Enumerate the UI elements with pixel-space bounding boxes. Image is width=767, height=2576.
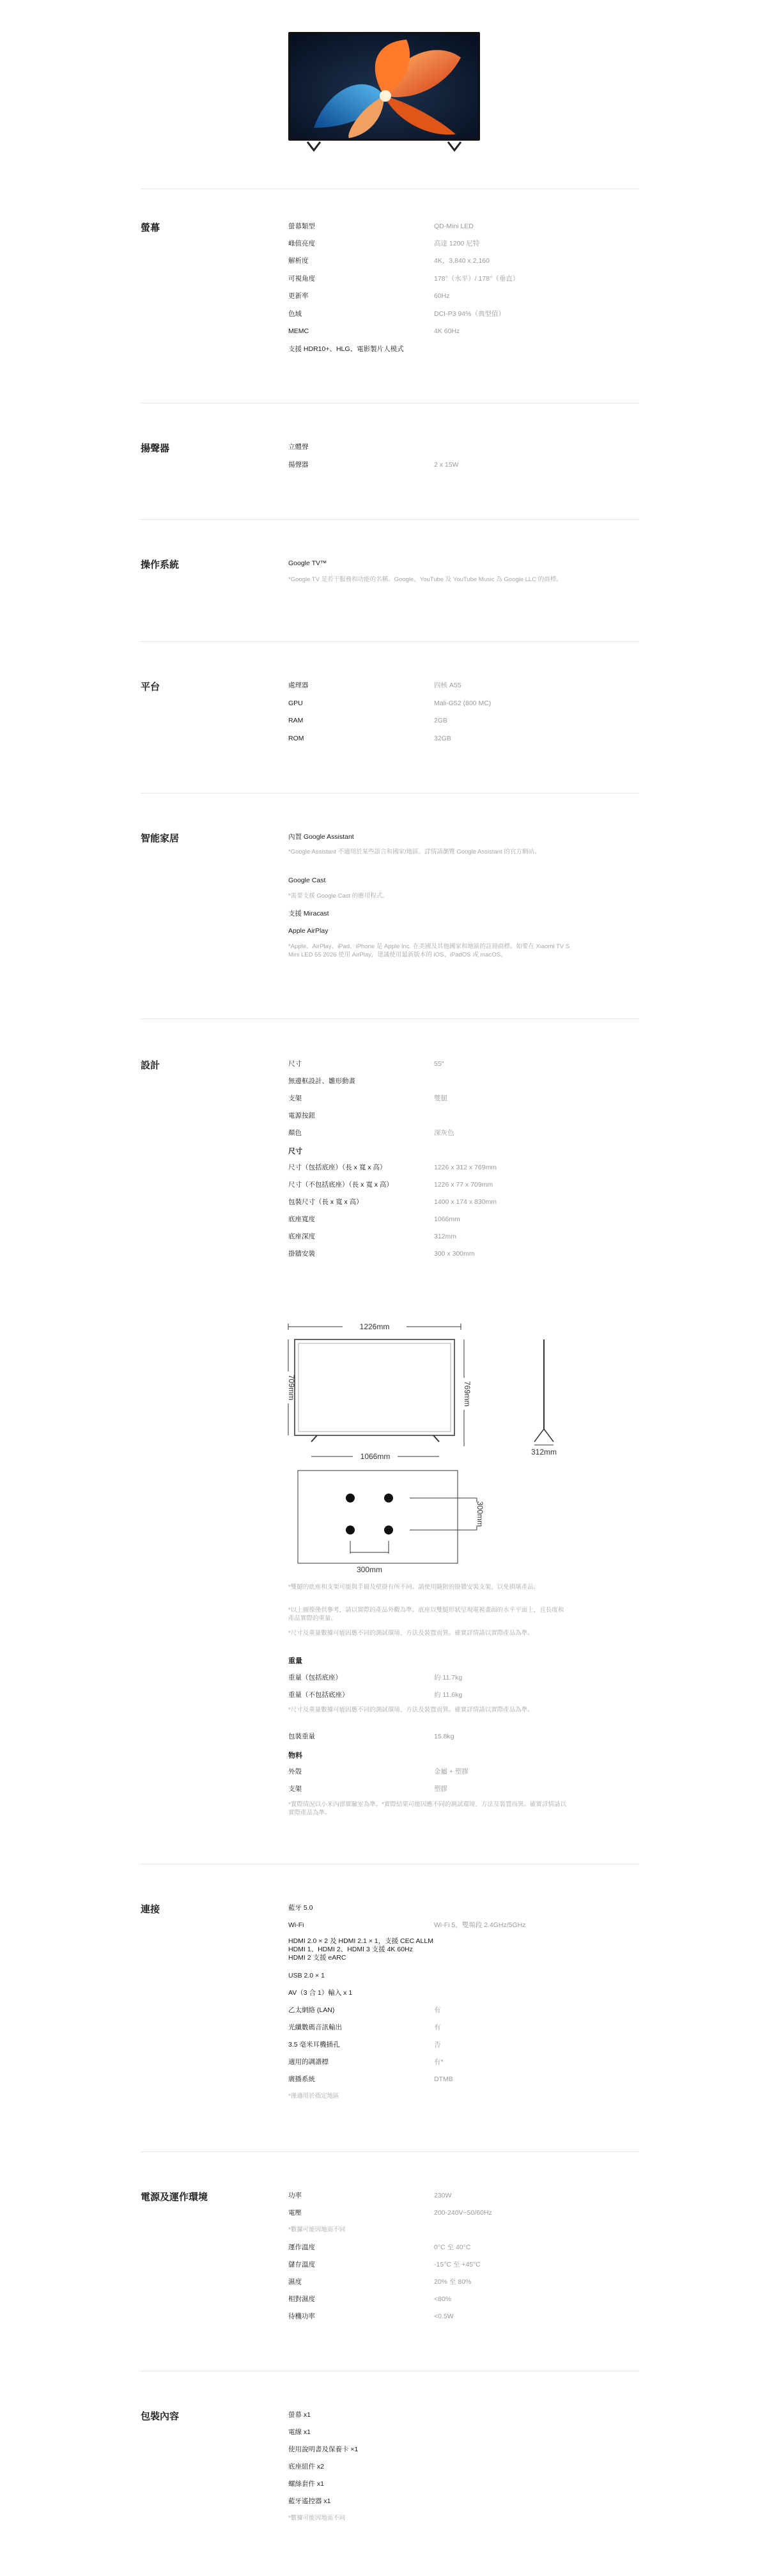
section-title-os: 操作系統 <box>141 559 180 570</box>
package-item: 藍牙遙控器 x1 <box>288 2497 331 2505</box>
power-note: *數據可能因地而不同 <box>288 2226 346 2233</box>
material-note: *實際情況以小米內部實驗室為準。*實際結果可能因應不同的測試環境、方法及裝置而異。確實詳情請以實際產品為準。 <box>288 1801 566 1816</box>
package-note: *數據可能因地而不同 <box>288 2515 346 2522</box>
subsection-title-material: 物料 <box>288 1752 302 1760</box>
total-height-label: 769mm <box>463 1380 472 1407</box>
smarthome-item: Google Cast <box>288 877 326 884</box>
section-title-power: 電源及運作環境 <box>141 2192 208 2203</box>
subsection-title-dimensions: 尺寸 <box>288 1148 302 1155</box>
section-title-connect: 連接 <box>141 1904 160 1915</box>
section-title-display: 螢幕 <box>141 222 160 233</box>
section-title-smarthome: 智能家居 <box>141 833 180 844</box>
vesa-horizontal-label: 300mm <box>356 1565 383 1574</box>
vesa-vertical-label: 300mm <box>476 1501 484 1527</box>
section-title-platform: 平台 <box>141 682 160 692</box>
weight-note: *尺寸及重量數據可能因應不同的測試環境、方法及裝置而異。確實詳情請以實際產品為準。 <box>288 1706 534 1713</box>
section-title-package: 包裝內容 <box>141 2411 180 2422</box>
smarthome-item: 支援 Miracast <box>288 910 329 917</box>
spec-page: 螢幕 螢幕類型 QD-Mini LED 峰值亮度 高達 1200 尼特 解析度 4K，3,840 x 2,160 可視角度 178°（水平）/ 178°（垂直） 更新率 60Hz 色域 DCI-P3 94%（典型值） MEMC 4K 60Hz 支援 HDR10+、HLG、電影製片人模式 揚聲器 立體聲 揚聲器 2 x 15W 操作系統 Google TV™ *Google TV 是若干服務和功能的名稱。Google、YouTube 及 YouTube Music 為 Google LLC 的商標。 平台 處理器 四核 A55 GPU Mali-G52 (800 MC) RAM 2GB ROM 32GB 智能家居 內置 Google Assistant *Google Assistant 不適用於某些語言和國家/地區。詳情請瀏覽 Google Assistant 的官方網站。 Google Cast *需要支援 Google Cast 的應用程式。 支援 Miracast Apple AirPlay *Apple、AirPlay、iPad、iPhone 是 Apple Inc. 在美國及其他國家和地區的註冊商標。如要在 Xiaomi TV S Mini LED 55 2026 使用 AirPlay，建議使用最新版本的 iOS、iPadOS 或 macOS。 設計 尺寸 55" 無邊框設計、雛形動畫 支架 雙腿 電源按鈕 顏色 深灰色 尺寸 尺寸（包括底座）（長 x 寬 x 高） 1226 x 312 x 769mm 尺寸（不包括底座）（長 x 寬 x 高） 1226 x 77 x 709mm 包裝尺寸（長 x 寬 x 高） 1400 x 174 x 830mm 底座寬度 1066mm 底座深度 312mm 掛牆安裝 300 x 300mm 1226mm 709mm 769mm 1066mm 312mm 300mm 300mm *雙腿的底座和支架可能與手冊及壁掛有所不同。請使用隨附的掛牆安裝支架，以免損壞產品。 *以上圖像僅供參考，請以實際的產品外觀為準。底座以雙腿形狀呈現電視畫面的水平平面上，且長度和產品實際的重量。 *尺寸及重量數據可能因應不同的測試環境、方法及裝置而異。確實詳情請以實際產品為準。 重量 重量（包括底座） 約 11.7kg 重量（不包括底座） 約 11.6kg *尺寸及重量數據可能因應不同的測試環境、方法及裝置而異。確實詳情請以實際產品為準。 包裝重量 15.8kg 物料 外殼 金屬 + 塑膠 支架 塑膠 *實際情況以小米內部實驗室為準。*實際結果可能因應不同的測試環境、方法及裝置而異。確實詳情請以實際產品為準。 連接 藍牙 5.0 Wi-Fi Wi-Fi 5，雙頻段 2.4GHz/5GHz HDMI 2.0 × 2 及 HDMI 2.1 × 1，支援 CEC ALLM HDMI 1、HDMI 2、HDMI 3 支援 4K 60Hz HDMI 2 支援 eARC USB 2.0 × 1 AV（3 合 1）輸入 x 1 乙太網絡 (LAN) 有 光纖數碼音訊輸出 有 3.5 毫米耳機插孔 否 適用的調諧標 有* 廣播系統 DTMB *僅適用於指定地區 電源及運作環境 功率 230W 電壓 200-240V~50/60Hz *數據可能因地而不同 運作溫度 0°C 至 40°C 儲存溫度 -15°C 至 +45°C 濕度 20% 至 80% 相對濕度 <80% 待機功率 <0.5W 包裝內容 螢幕 x1 電線 x1 使用說明書及保養卡 ×1 底座組件 x2 螺絲套件 x1 藍牙遙控器 x1 *數據可能因地而不同 <box>0 0 767 2576</box>
dimension-note: *尺寸及重量數據可能因應不同的測試環境、方法及裝置而異。確實詳情請以實際產品為準。 <box>288 1630 534 1637</box>
package-item: 螢幕 x1 <box>288 2411 311 2419</box>
divider <box>141 2151 639 2152</box>
smarthome-item: Apple AirPlay <box>288 927 329 935</box>
package-item: 使用說明書及保養卡 ×1 <box>288 2446 359 2453</box>
smarthome-note: *Google Assistant 不適用於某些語言和國家/地區。詳情請瀏覽 Google Assistant 的官方網站。 <box>288 848 541 855</box>
spec-line: 支援 HDR10+、HLG、電影製片人模式 <box>288 345 404 353</box>
tv-product-image <box>288 32 480 153</box>
base-width-label: 1066mm <box>360 1452 391 1461</box>
os-note: *Google TV 是若干服務和功能的名稱。Google、YouTube 及 YouTube Music 為 Google LLC 的商標。 <box>288 576 562 583</box>
package-item: 螺絲套件 x1 <box>288 2480 325 2488</box>
package-item: 電線 x1 <box>288 2428 311 2436</box>
os-name: Google TV™ <box>288 559 327 567</box>
width-label: 1226mm <box>359 1322 390 1331</box>
section-title-speaker: 揚聲器 <box>141 443 170 454</box>
section-title-design: 設計 <box>141 1060 160 1071</box>
package-item: 底座組件 x2 <box>288 2463 325 2471</box>
divider <box>141 519 639 520</box>
subsection-title-weight: 重量 <box>288 1657 302 1665</box>
dimension-note: *以上圖像僅供參考，請以實際的產品外觀為準。底座以雙腿形狀呈現電視畫面的水平平面上，且長度和產品實際的重量。 <box>288 1607 564 1622</box>
divider <box>141 641 639 642</box>
height-label: 709mm <box>287 1374 296 1401</box>
smarthome-note: *Apple、AirPlay、iPad、iPhone 是 Apple Inc. 在美國及其他國家和地區的註冊商標。如要在 Xiaomi TV S Mini LED 55 2026 使用 AirPlay，建議使用最新版本的 iOS、iPadOS 或 macOS。 <box>288 943 570 958</box>
dimension-diagram <box>282 1311 576 1579</box>
smarthome-note: *需要支援 Google Cast 的應用程式。 <box>288 893 389 900</box>
connect-note: *僅適用於指定地區 <box>288 2093 339 2100</box>
depth-label: 312mm <box>531 1448 557 1456</box>
dimension-note: *雙腿的底座和支架可能與手冊及壁掛有所不同。請使用隨附的掛牆安裝支架，以免損壞產品。 <box>288 1584 540 1591</box>
smarthome-item: 內置 Google Assistant <box>288 833 354 841</box>
hdmi-spec: HDMI 2.0 × 2 及 HDMI 2.1 × 1，支援 CEC ALLM HDMI 1、HDMI 2、HDMI 3 支援 4K 60Hz HDMI 2 支援 eARC <box>288 1937 433 1962</box>
